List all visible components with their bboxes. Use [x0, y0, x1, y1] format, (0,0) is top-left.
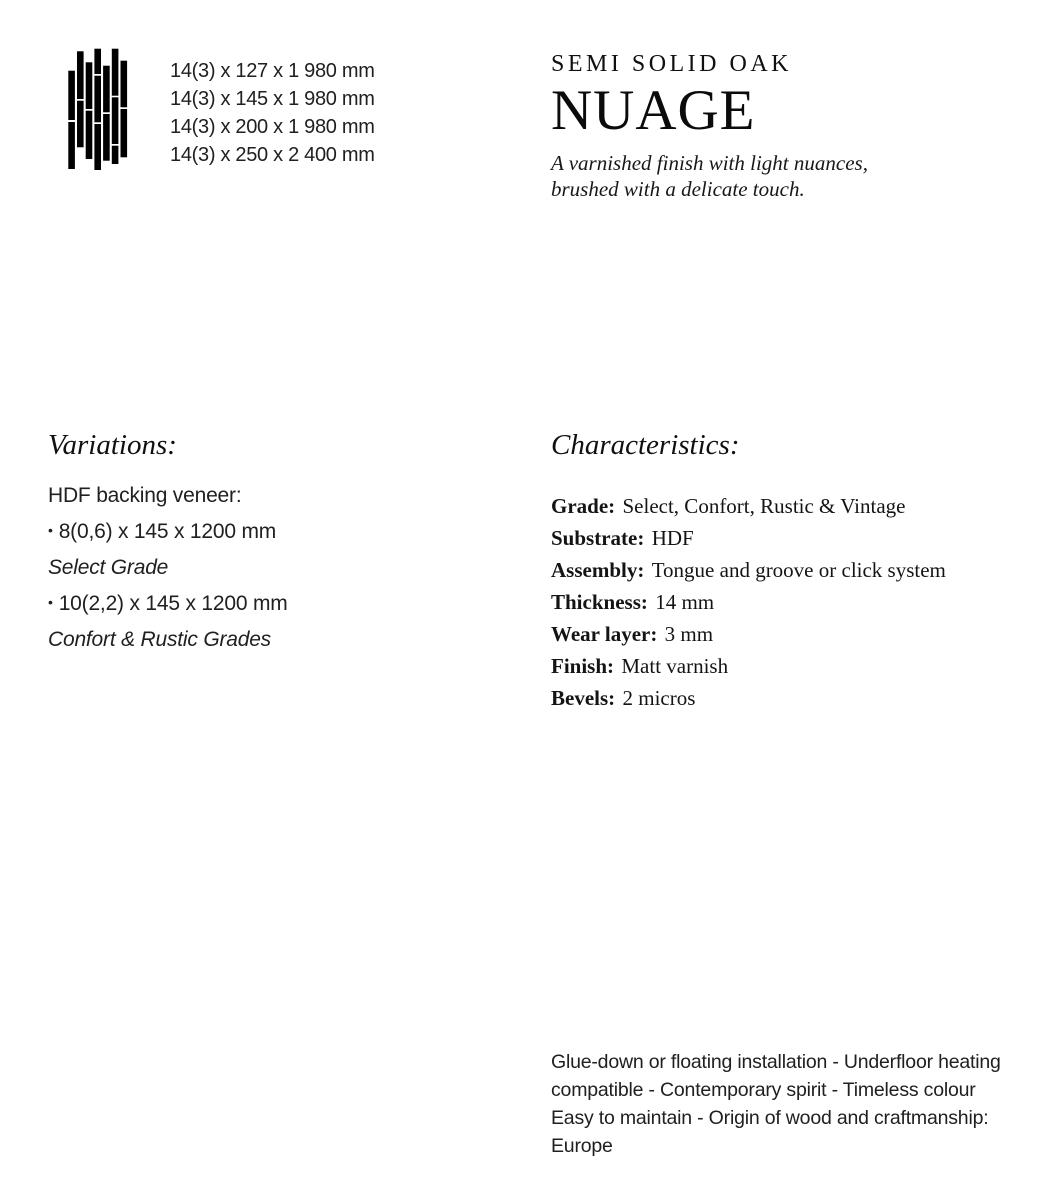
characteristic-row	[551, 650, 946, 682]
characteristic-label: Assembly:	[551, 557, 645, 582]
format-dimension: 14(3) x 250 x 2 400 mm	[170, 144, 375, 166]
characteristic-row	[551, 522, 946, 554]
variations-list	[48, 478, 288, 658]
format-dimensions-list	[170, 57, 375, 169]
characteristic-value: Tongue and groove or click system	[651, 557, 946, 582]
format-dimension: 14(3) x 127 x 1 980 mm	[170, 60, 375, 82]
features-line: Easy to maintain - Origin of wood and craftmanship:	[551, 1107, 989, 1129]
product-tagline	[551, 150, 868, 202]
variation-size	[48, 585, 288, 622]
features-line: compatible - Contemporary spirit - Timeless colour	[551, 1079, 976, 1101]
tagline-line: brushed with a delicate touch.	[551, 176, 805, 201]
characteristic-label: Grade:	[551, 493, 616, 518]
characteristics-list	[551, 490, 946, 714]
format-dimension: 14(3) x 200 x 1 980 mm	[170, 116, 375, 138]
characteristic-label: Wear layer:	[551, 621, 658, 646]
product-title-block	[551, 50, 868, 202]
variation-size	[48, 513, 288, 550]
characteristic-value: 3 mm	[664, 621, 714, 646]
characteristics-section	[551, 430, 946, 714]
plank-pattern-graphic	[68, 48, 128, 170]
features-line: Glue-down or floating installation - Underfloor heating	[551, 1051, 1001, 1073]
characteristic-label: Finish:	[551, 653, 615, 678]
product-name: NUAGE	[551, 78, 756, 142]
characteristic-row	[551, 682, 946, 714]
characteristic-value: HDF	[651, 525, 694, 550]
characteristic-row	[551, 490, 946, 522]
characteristic-row	[551, 554, 946, 586]
variations-intro: HDF backing veneer:	[48, 483, 242, 507]
tagline-line: A varnished finish with light nuances,	[551, 150, 868, 175]
characteristic-value: Matt varnish	[621, 653, 729, 678]
bullet-icon: •	[48, 522, 53, 539]
features-paragraph	[551, 1048, 1001, 1160]
characteristic-label: Thickness:	[551, 589, 648, 614]
characteristic-value: Select, Confort, Rustic & Vintage	[622, 493, 906, 518]
variations-section	[48, 430, 288, 657]
characteristics-heading: Characteristics:	[551, 429, 740, 461]
characteristic-value: 2 micros	[622, 685, 696, 710]
format-dimension: 14(3) x 145 x 1 980 mm	[170, 88, 375, 110]
characteristic-row	[551, 586, 946, 618]
characteristic-row	[551, 618, 946, 650]
variation-grade: Select Grade	[48, 555, 169, 579]
variations-heading: Variations:	[48, 429, 177, 461]
variation-size-text: 8(0,6) x 145 x 1200 mm	[58, 520, 277, 544]
variation-grade: Confort & Rustic Grades	[48, 627, 271, 651]
variation-size-text: 10(2,2) x 145 x 1200 mm	[58, 592, 288, 616]
bullet-icon: •	[48, 594, 53, 611]
features-line: Europe	[551, 1135, 613, 1157]
characteristic-label: Bevels:	[551, 685, 616, 710]
product-category: SEMI SOLID OAK	[551, 51, 792, 77]
plank-pattern-icon	[68, 48, 128, 170]
characteristic-value: 14 mm	[655, 589, 715, 614]
characteristic-label: Substrate:	[551, 525, 645, 550]
